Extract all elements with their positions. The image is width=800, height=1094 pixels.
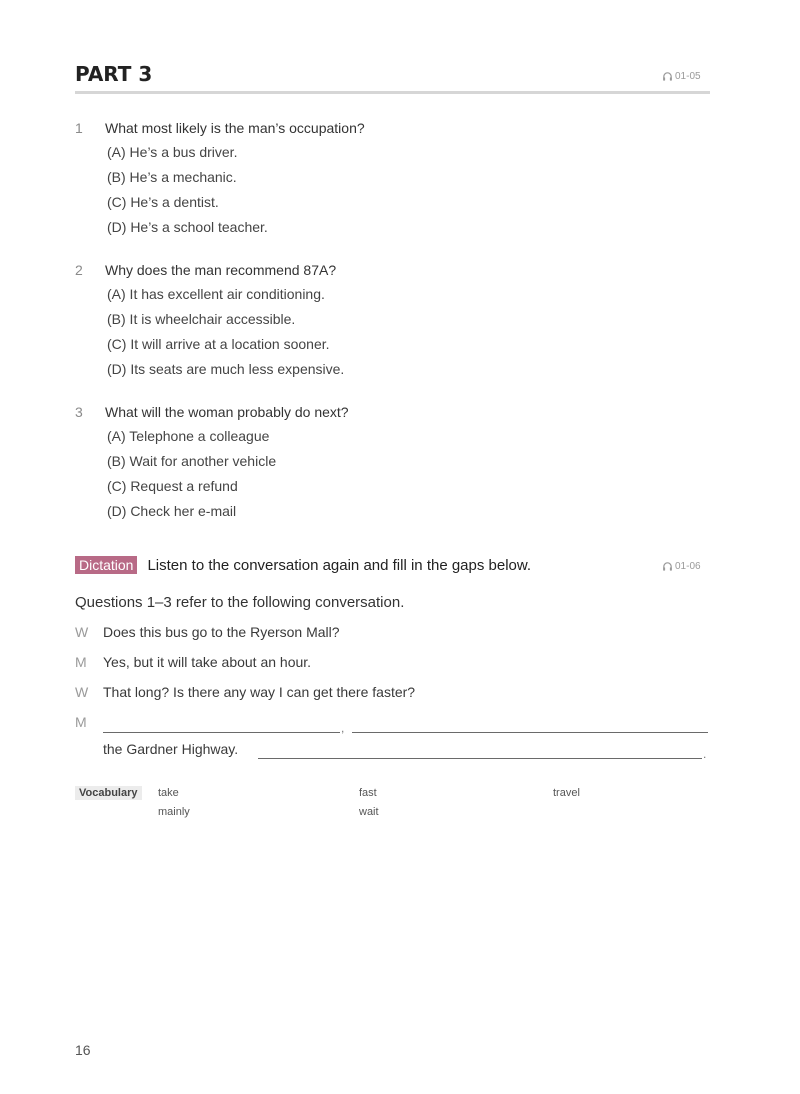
line-text: That long? Is there any way I can get there faster? — [103, 684, 416, 700]
answer-blank[interactable] — [103, 732, 340, 733]
option-b: (B) He’s a mechanic. — [107, 169, 237, 185]
line-text: Does this bus go to the Ryerson Mall? — [103, 624, 340, 640]
question-number: 2 — [75, 262, 83, 278]
dictation-header — [75, 556, 710, 574]
option-d: (D) Check her e-mail — [107, 503, 237, 519]
option-a: (A) He’s a bus driver. — [107, 144, 238, 160]
question-text: What most likely is the man’s occupation? — [105, 120, 365, 136]
title-divider — [75, 91, 710, 94]
headphones-icon — [662, 561, 673, 572]
vocab-word: travel — [553, 787, 580, 799]
question-2 — [75, 258, 344, 382]
page-number: 16 — [75, 1042, 91, 1058]
dictation-badge: Dictation — [75, 556, 137, 574]
question-number: 3 — [75, 404, 83, 420]
speaker-label: M — [75, 654, 87, 670]
speaker-label: W — [75, 684, 89, 700]
vocab-word: take — [158, 787, 179, 799]
option-b: (B) It is wheelchair accessible. — [107, 311, 296, 327]
option-c: (C) Request a refund — [107, 478, 238, 494]
track-number: 01-06 — [675, 561, 701, 572]
option-a: (A) It has excellent air conditioning. — [107, 286, 325, 302]
dictation-instruction: Listen to the conversation again and fill in the gaps below. — [147, 556, 532, 574]
audio-track-label — [662, 71, 701, 82]
option-d: (D) He’s a school teacher. — [107, 219, 268, 235]
line-text: the Gardner Highway. — [103, 741, 239, 757]
headphones-icon — [662, 71, 673, 82]
speaker-label: M — [75, 714, 87, 730]
option-a: (A) Telephone a colleague — [107, 428, 270, 444]
option-d: (D) Its seats are much less expensive. — [107, 361, 345, 377]
vocab-word: fast — [359, 787, 377, 799]
question-text: Why does the man recommend 87A? — [105, 262, 337, 278]
answer-blank[interactable] — [258, 758, 702, 759]
option-c: (C) He’s a dentist. — [107, 194, 219, 210]
blank-comma: , — [341, 721, 345, 735]
track-number: 01-05 — [675, 71, 701, 82]
answer-blank[interactable] — [352, 732, 708, 733]
question-3 — [75, 400, 349, 524]
conversation-line — [75, 684, 415, 700]
conversation-line — [75, 654, 311, 670]
audio-track-label — [662, 561, 701, 572]
conversation-line — [75, 714, 103, 730]
vocab-word: mainly — [158, 806, 190, 818]
option-c: (C) It will arrive at a location sooner. — [107, 336, 330, 352]
question-number: 1 — [75, 120, 83, 136]
vocabulary-badge: Vocabulary — [75, 786, 142, 800]
question-1 — [75, 116, 365, 240]
conversation-continuation — [103, 741, 238, 757]
conversation-intro: Questions 1–3 refer to the following conversation. — [75, 594, 405, 611]
vocab-word: wait — [359, 806, 379, 818]
question-text: What will the woman probably do next? — [105, 404, 349, 420]
blank-period: . — [703, 747, 707, 761]
speaker-label: W — [75, 624, 89, 640]
conversation-line — [75, 624, 340, 640]
line-text: Yes, but it will take about an hour. — [103, 654, 312, 670]
option-b: (B) Wait for another vehicle — [107, 453, 277, 469]
page-title: PART 3 — [75, 62, 153, 86]
